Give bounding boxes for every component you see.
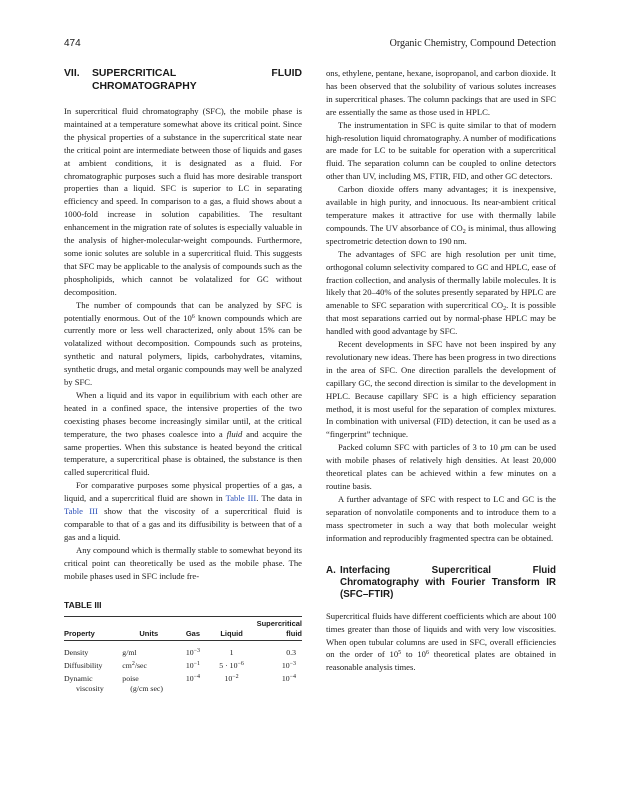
paragraph: In supercritical fluid chromatography (SFC), the mobile phase is maintained at a temperature somewhat above its critical point. Since the physical properties of a substance in the supercritical state near the critical point are intermediate between those of liquids and gases at ambient conditions, it is designated as a fluid. For chromatographic purposes such a fluid has more desirable transport properties than a liquid. SFC is superior to LC in separating efficiency and speed. In comparison to a gas, a fluid shows about a 1000-fold increase in solution capabilities. The resultant enhancement in the migration rate of solutes is especially valuable in the analysis of higher-molecular-weight compounds. Furthermore, some ionic solutes are soluble in a supercritical fluid. This suggests that SFC may be applicable to the analysis of compounds such as the phospholipids, which cannot be volatalized for GC without decomposition.: [64, 106, 302, 297]
table-header-row: [64, 617, 302, 640]
paragraph: Supercritical fluids have different coefficients which are about 100 times greater than those of liquids and with very low viscosities. When open tubular columns are used in SFC, overall efficiencies on the order of $10^5$ to $10^6$ theoretical plates are obtained in reasonable analysis times.: [326, 610, 556, 673]
header-liquid: Liquid: [220, 629, 243, 638]
table-row: Dynamic viscosity poise (g/cm sec) $10^{-4}$ $10^{-2}$ $10^{-4}$: [64, 673, 296, 693]
paragraph: Recent developments in SFC have not been inspired by any revolutionary new ideas. There has been progress in two directions in the area of SFC. One direction parallels the development of capillary GC, the second direction is similar to the development in HPLC. Because capillary SFC is a high efficiency separation method, it is most useful for the separation of complex mixtures. In combination with universal (FID) detection, it can be used as a “fingerprint” technique.: [326, 339, 556, 440]
right-column: [326, 67, 556, 674]
header-property: Property: [64, 629, 95, 638]
paragraph: A further advantage of SFC with respect to LC and GC is the separation of nonvolatile components and to introduce them to a mass spectrometer in such a way that both molecular weight information and reproducibly fragmented spectra can be obtained.: [326, 493, 556, 543]
page-number: 474: [64, 38, 81, 49]
section-number: VII.: [64, 68, 80, 79]
header-gas: Gas: [185, 629, 201, 638]
subsection-number: A.: [326, 564, 336, 576]
subsection-heading: [326, 565, 556, 602]
section-heading: [64, 67, 302, 93]
paragraph: The advantages of SFC are high resolution per unit time, orthogonal column selectivity compared to GC and HPLC, ease of fraction collection, and analysis of thermally labile molecules. It is likely that 20–40% of the solutes presently separated by HPLC are amenable to SFC separation with supercritical $CO_2$. It is possible that most separations carried out by normal-phase HPLC may be handled with good advantage by SFC.: [326, 248, 556, 337]
paragraph: The number of compounds that can be analyzed by SFC is potentially enormous. Out of the $10^6$ known compounds which are currently more or less well characterized, only about 15% can be volatalized without decomposition. Compounds such as proteins, synthetic and natural polymers, lipids, carbohydrates, vitamins, synthetic drugs, and metal organic compounds may well be analyzed by SFC.: [64, 299, 302, 388]
paragraph: Any compound which is thermally stable to somewhat beyond its critical point can theoretically be used as the mobile phase. The mobile phases used in SFC include fre-: [64, 544, 302, 581]
running-head: Organic Chemistry, Compound Detection: [389, 38, 556, 49]
table-iii: [64, 600, 302, 695]
paragraph: When a liquid and its vapor in equilibrium with each other are heated in a confined space, the intensive properties of the two coexisting phases become increasingly similar until, at the critical temperature, the two phases coalesce into a fluid and acquire the same properties. When this substance is heated beyond the critical temperature, a supercritical phase is obtained, the substance is then called supercritical fluid.: [64, 389, 303, 478]
table-row: Diffusibility $cm^2/\sec$ $10^{-1}$ $5 \cdot 10^{-6}$ $10^{-3}$: [64, 660, 296, 670]
paragraph: The instrumentation in SFC is quite similar to that of modern high-resolution liquid chromatography. A number of modifications are made for LC to be suitable for operation with a supercritical fluid. The separation column can be coupled to online detectors other than UV, including MS, FTIR, FID, and other GC detectors.: [326, 119, 556, 182]
left-column: [64, 67, 302, 583]
paragraph: Carbon dioxide offers many advantages; it is inexpensive, available in high purity, and innocuous. Its near-ambient critical temperature makes it attractive for use with thermally labile compounds. The UV absorbance of $CO_2$ is minimal, thus allowing spectrometric detection down to 190 nm.: [326, 184, 556, 246]
paragraph: Packed column SFC with particles of 3 to 10 μm can be used with mobile phases of relatively high densities. At least 20,000 theoretical plates can be achieved within a few minutes on a routine basis.: [326, 442, 557, 491]
subsection-title: Interfacing Supercritical Fluid Chromatography with Fourier Transform IR (SFC–FTIR): [340, 564, 556, 601]
table-label: TABLE III: [64, 600, 102, 610]
table-row: Density g/ml $10^{-3}$ 1 0.3: [64, 647, 296, 657]
table-reference-link[interactable]: Table III: [64, 506, 98, 517]
properties-table: [64, 617, 302, 695]
section-title: SUPERCRITICAL FLUID CHROMATOGRAPHY: [92, 68, 302, 92]
table-reference-link[interactable]: Table III: [225, 493, 257, 504]
header-units: Units: [139, 629, 159, 638]
paragraph: ons, ethylene, pentane, hexane, isopropanol, and carbon dioxide. It has been observed that the solubility of various solutes increases in supercritical phases. The column packings that are used in SFC are essentially the same as those used in HPLC.: [326, 68, 556, 117]
paragraph: For comparative purposes some physical properties of a gas, a liquid, and a supercritical fluid are shown in Table III. The data in Table III show that the viscosity of a supercritical fluid is comparable to that of a gas and its diffusibility is between that of a gas and a liquid.: [64, 480, 303, 542]
page-header: [64, 38, 556, 52]
header-supercritical-fluid: Supercritical fluid: [256, 619, 302, 638]
